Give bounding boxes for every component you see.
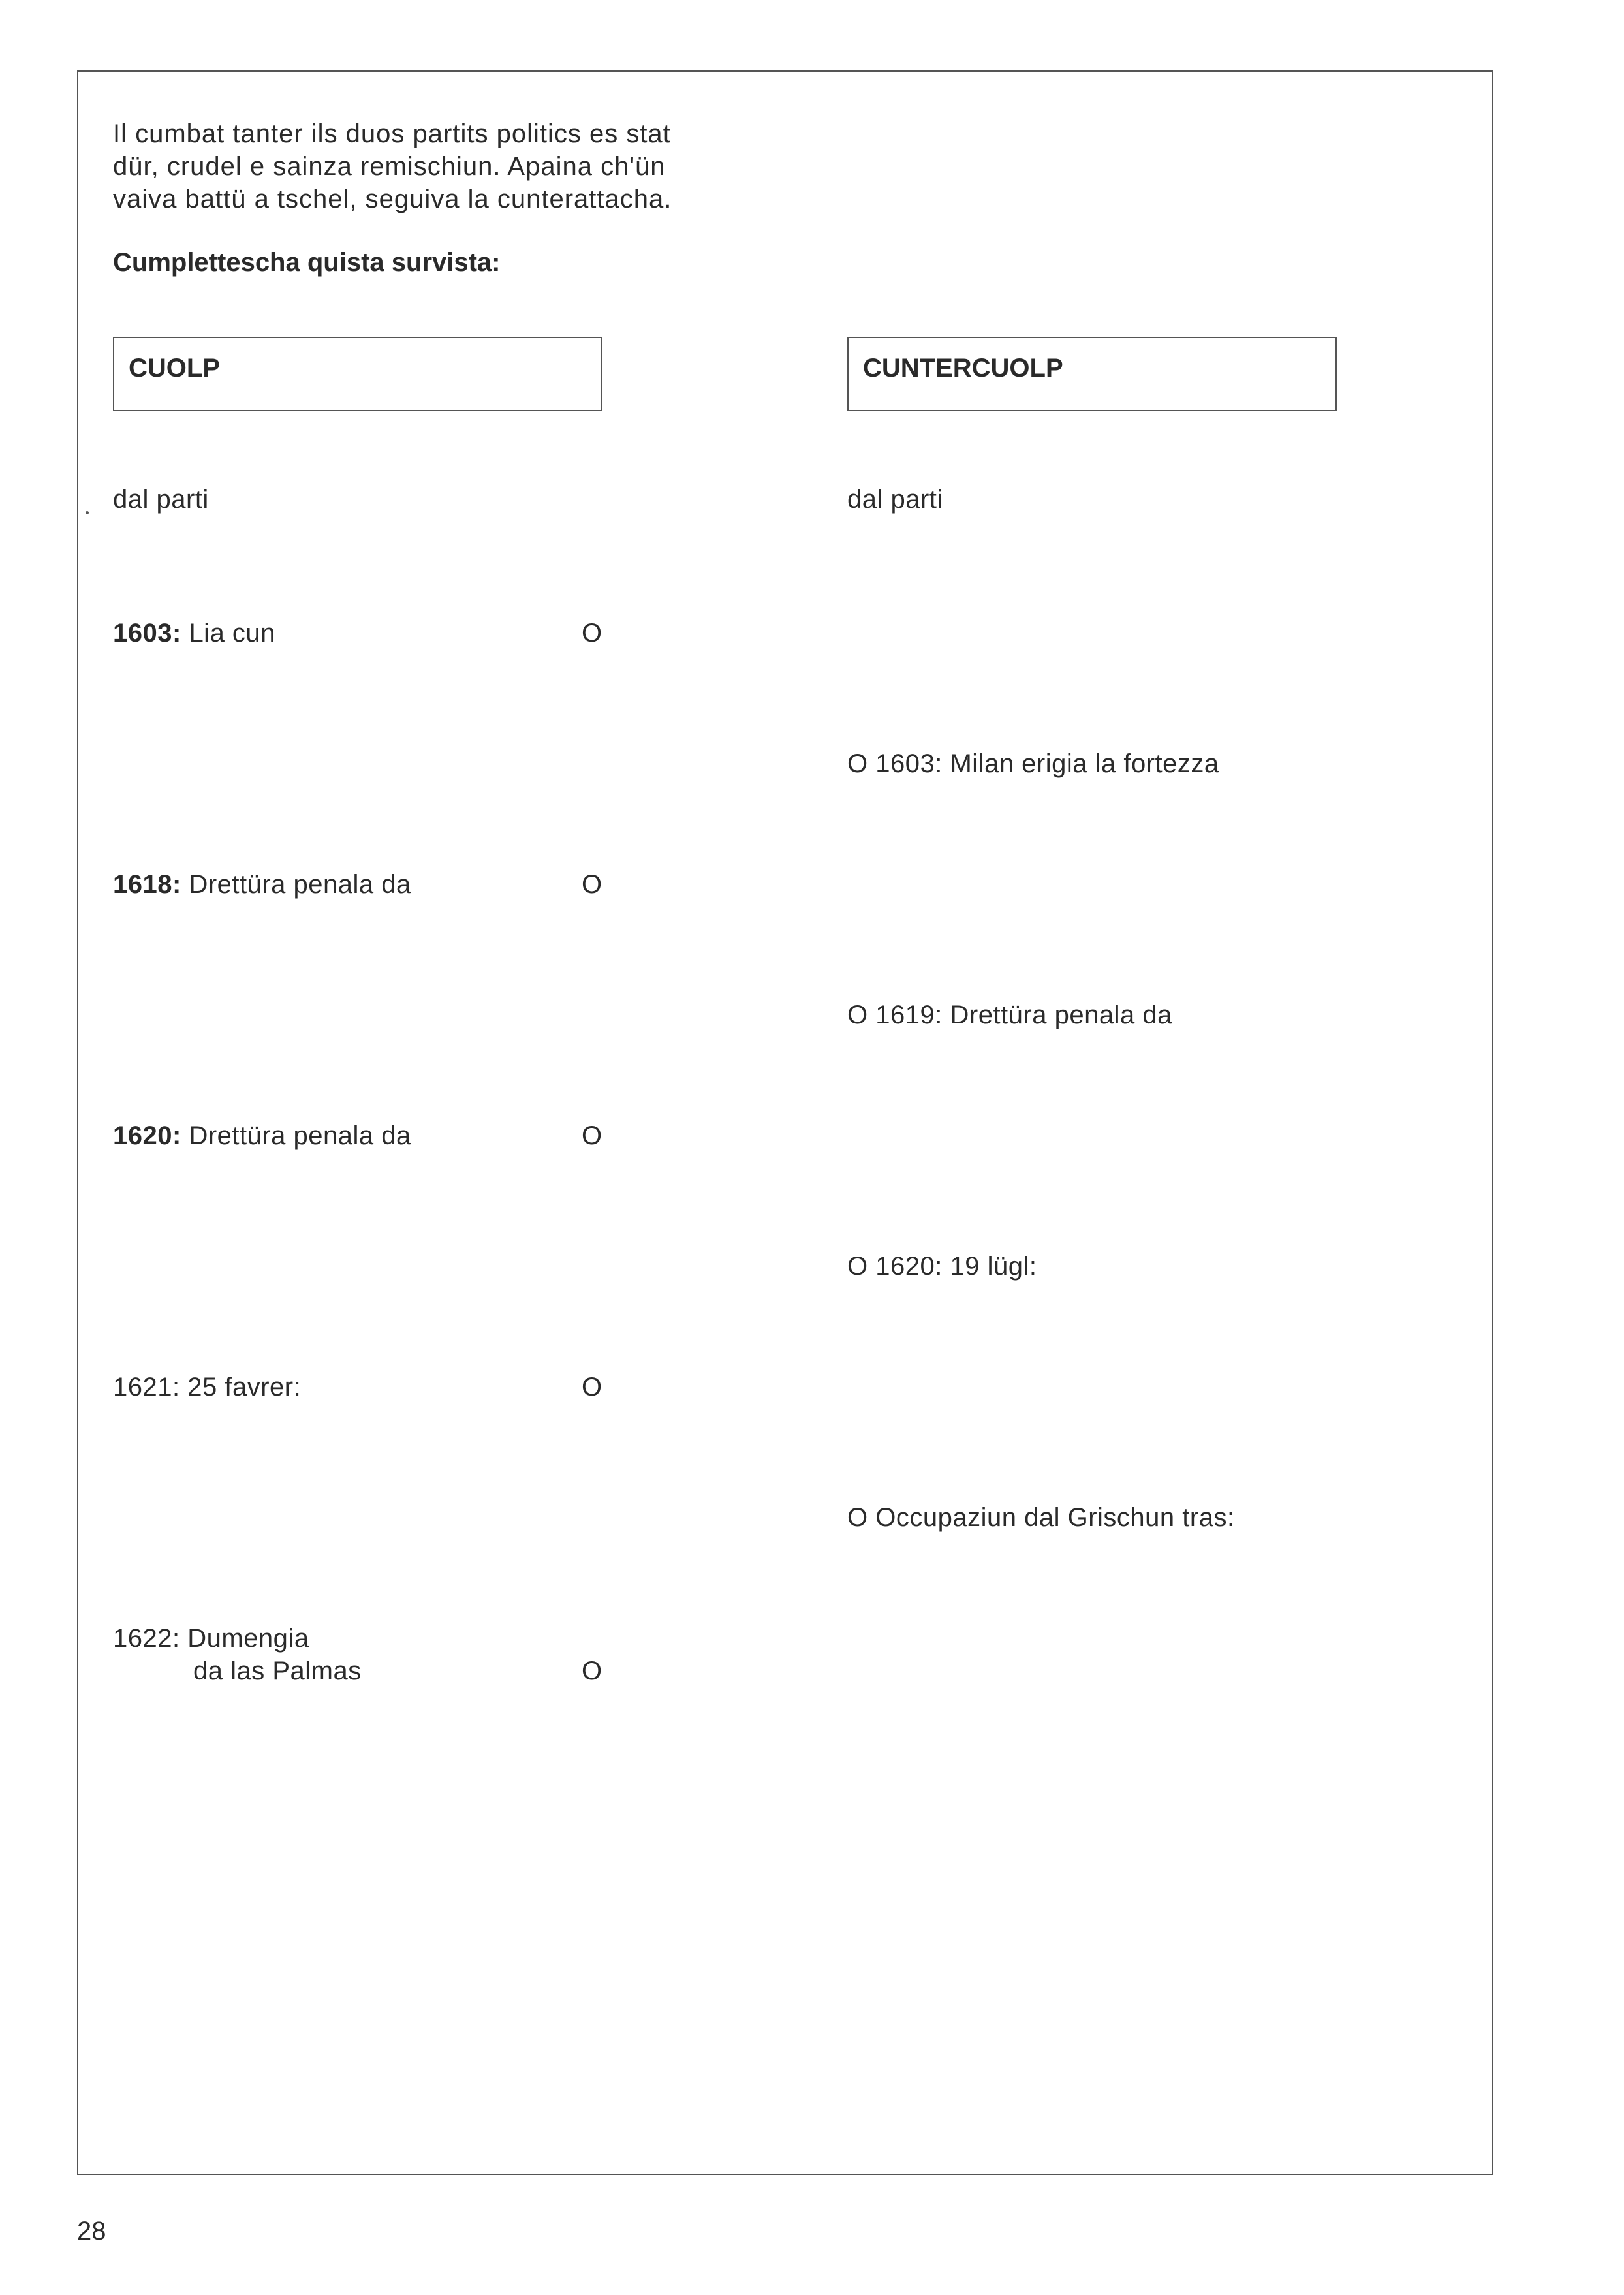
cuntercuolp-header-box — [847, 337, 1337, 411]
entry-text: Dumengia — [187, 1624, 309, 1653]
answer-circle: O — [847, 1503, 868, 1532]
entry-year: 1620: — [875, 1252, 943, 1281]
answer-circle: O — [847, 1001, 868, 1029]
right-party-label: dal parti — [847, 485, 943, 514]
entry-year: 1619: — [875, 1001, 943, 1029]
cuolp-header-box — [113, 337, 602, 411]
entry-text: Drettüra penala da — [189, 870, 411, 899]
instruction-heading: Cumplettescha quista survista: — [113, 248, 501, 277]
intro-paragraph — [113, 117, 672, 215]
left-entry — [113, 1119, 411, 1152]
intro-line: dür, crudel e sainza remischiun. Apaina ch'ün — [113, 152, 666, 181]
answer-circle: O — [582, 870, 602, 899]
entry-text-continuation: da las Palmas — [193, 1657, 362, 1685]
answer-circle: O — [847, 749, 868, 778]
left-party-label: dal parti — [113, 485, 209, 514]
right-entry — [847, 1250, 1037, 1283]
answer-circle: O — [847, 1252, 868, 1281]
intro-line: vaiva battü a tschel, seguiva la cunterattacha. — [113, 185, 672, 213]
answer-circle: O — [582, 1373, 602, 1401]
page-number: 28 — [77, 2217, 106, 2245]
entry-text: 19 lügl: — [950, 1252, 1037, 1281]
answer-circle: O — [582, 1657, 602, 1685]
entry-year: 1622: — [113, 1624, 180, 1653]
left-entry — [113, 1371, 301, 1403]
entry-year: 1603: — [113, 619, 181, 648]
answer-circle: O — [582, 1121, 602, 1150]
answer-circle: O — [582, 619, 602, 648]
cuolp-header-label: CUOLP — [129, 354, 220, 382]
entry-text: 25 favrer: — [187, 1373, 302, 1401]
cuntercuolp-header-label: CUNTERCUOLP — [863, 354, 1063, 382]
stray-dot-mark — [86, 511, 89, 514]
entry-text: Drettüra penala da — [189, 1121, 411, 1150]
entry-year: 1603: — [875, 749, 943, 778]
right-entry — [847, 747, 1219, 780]
entry-year: 1620: — [113, 1121, 181, 1150]
intro-line: Il cumbat tanter ils duos partits politics es stat — [113, 119, 671, 148]
entry-year: 1621: — [113, 1373, 180, 1401]
entry-year: 1618: — [113, 870, 181, 899]
left-entry — [113, 1622, 309, 1655]
entry-text: Occupaziun dal Grischun tras: — [875, 1503, 1235, 1532]
entry-text: Lia cun — [189, 619, 275, 648]
entry-text: Drettüra penala da — [950, 1001, 1172, 1029]
right-entry — [847, 999, 1172, 1031]
right-entry — [847, 1501, 1235, 1534]
left-entry — [113, 617, 275, 649]
entry-text: Milan erigia la fortezza — [950, 749, 1219, 778]
left-entry — [113, 868, 411, 901]
